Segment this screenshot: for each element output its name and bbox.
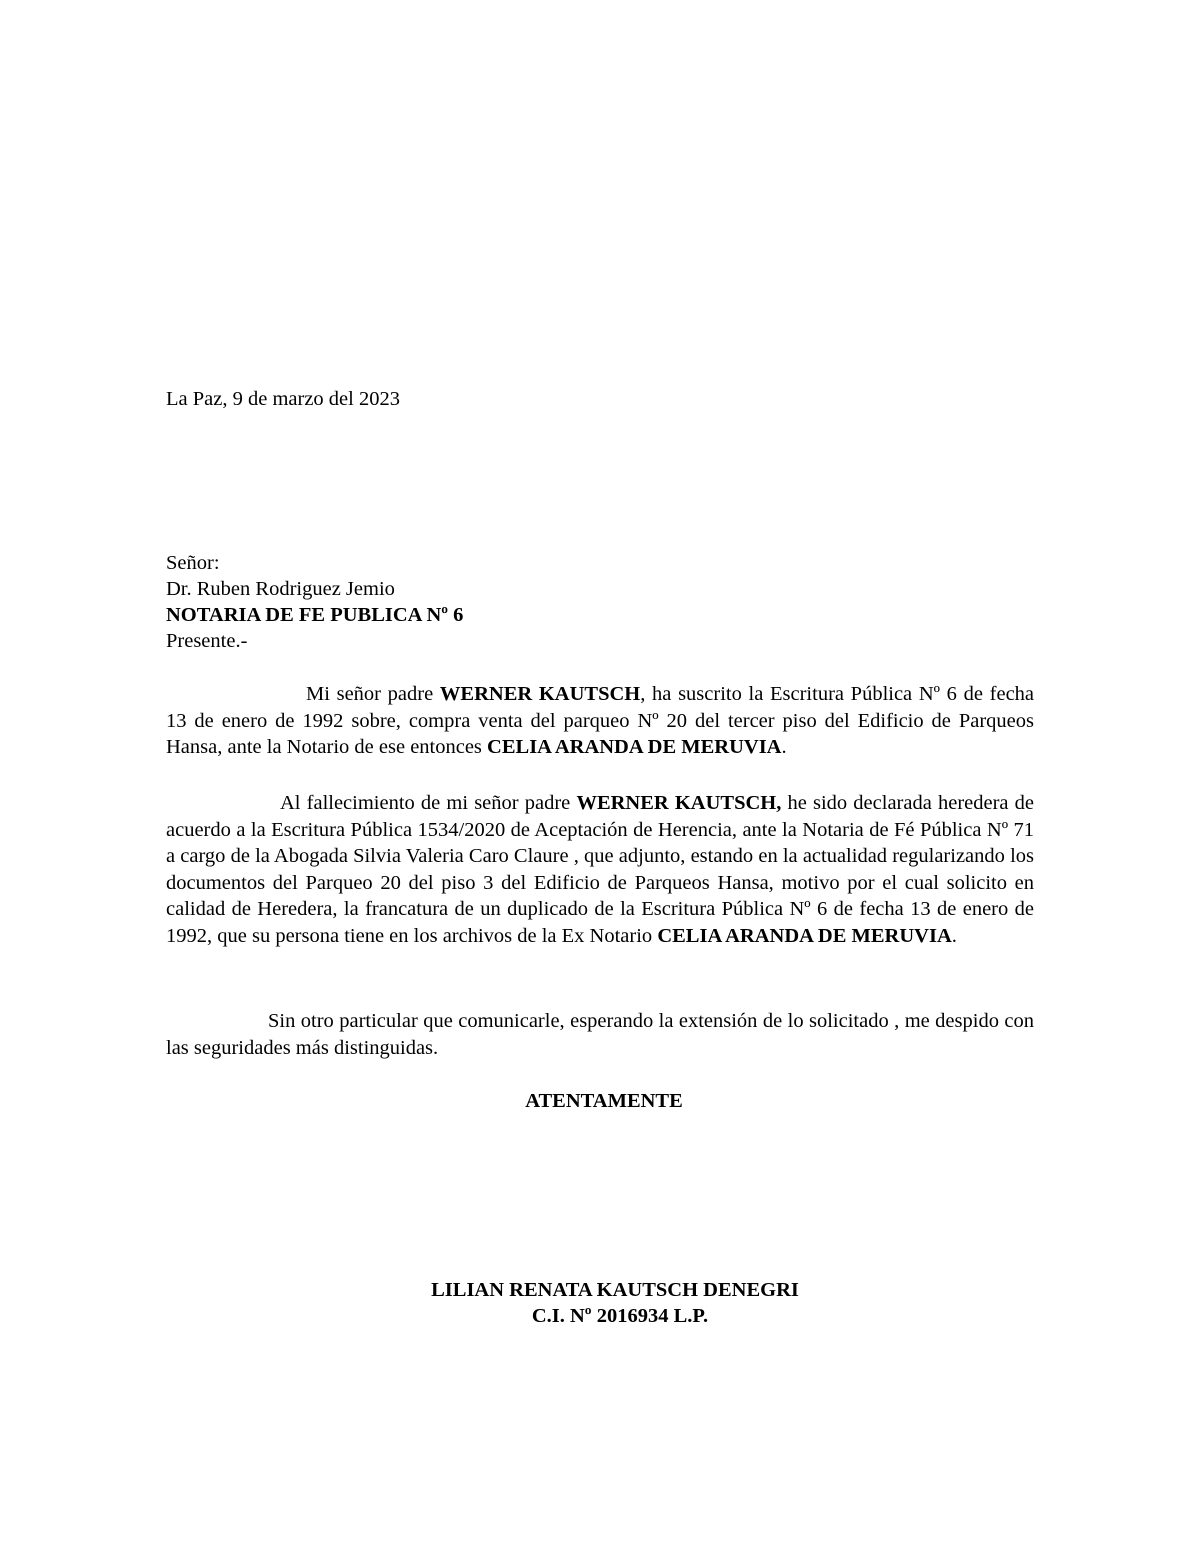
paragraph-2-text-2: he sido declarada heredera de acuerdo a la Escritura Pública 1534/2020 de Aceptación de Herencia, ante la Notaria de Fé Pública Nº 71 a cargo de la Abogada Silvia Valeria Caro Claure , que adjunto, estando en la actualidad regularizando los documentos del Parqueo 20 del piso 3 del Edificio de Parqueos Hansa, motivo por el cual solicito en calidad de Heredera, la francatura de un duplicado de la Escritura Pública Nº 6 de fecha 13 de enero de 1992, que su persona tiene en los archivos de la Ex Notario: [166, 792, 1035, 947]
signature-name: LILIAN RENATA KAUTSCH DENEGRI: [431, 1279, 799, 1301]
body-paragraph-2: [166, 790, 1034, 949]
paragraph-1-text-1: Mi señor padre: [306, 683, 440, 705]
recipient-office: NOTARIA DE FE PUBLICA Nº 6: [166, 604, 464, 626]
signature-id: C.I. Nº 2016934 L.P.: [531, 1305, 709, 1327]
salutation: Señor:: [166, 552, 220, 574]
recipient-block: [166, 550, 1034, 654]
paragraph-1-text-2: , ha suscrito la Escritura Pública Nº 6 de fecha 13 de enero de 1992 sobre, compra venta del parqueo Nº 20 del tercer piso del Edificio de Parqueos Hansa, ante la Notario de ese entonces: [166, 683, 1035, 758]
paragraph-1-bold-2: CELIA ARANDA DE MERUVIA: [487, 736, 782, 758]
paragraph-2-bold-1: WERNER KAUTSCH,: [576, 792, 782, 814]
recipient-name: Dr. Ruben Rodriguez Jemio: [166, 578, 395, 600]
body-paragraph-1: [166, 681, 1034, 761]
paragraph-2-bold-2: CELIA ARANDA DE MERUVIA: [657, 924, 952, 947]
body-paragraph-3: Sin otro particular que comunicarle, esperando la extensión de lo solicitado , me despido con las seguridades más distinguidas.: [166, 1010, 1034, 1059]
paragraph-2-text-3: .: [951, 924, 957, 947]
paragraph-1-bold-1: WERNER KAUTSCH: [439, 683, 641, 705]
closing: ATENTAMENTE: [525, 1090, 683, 1112]
paragraph-2-text-1: Al fallecimiento de mi señor padre: [280, 792, 577, 814]
date-line: La Paz, 9 de marzo del 2023: [166, 388, 400, 410]
presente: Presente.-: [166, 630, 248, 652]
paragraph-1-text-3: .: [781, 736, 787, 758]
